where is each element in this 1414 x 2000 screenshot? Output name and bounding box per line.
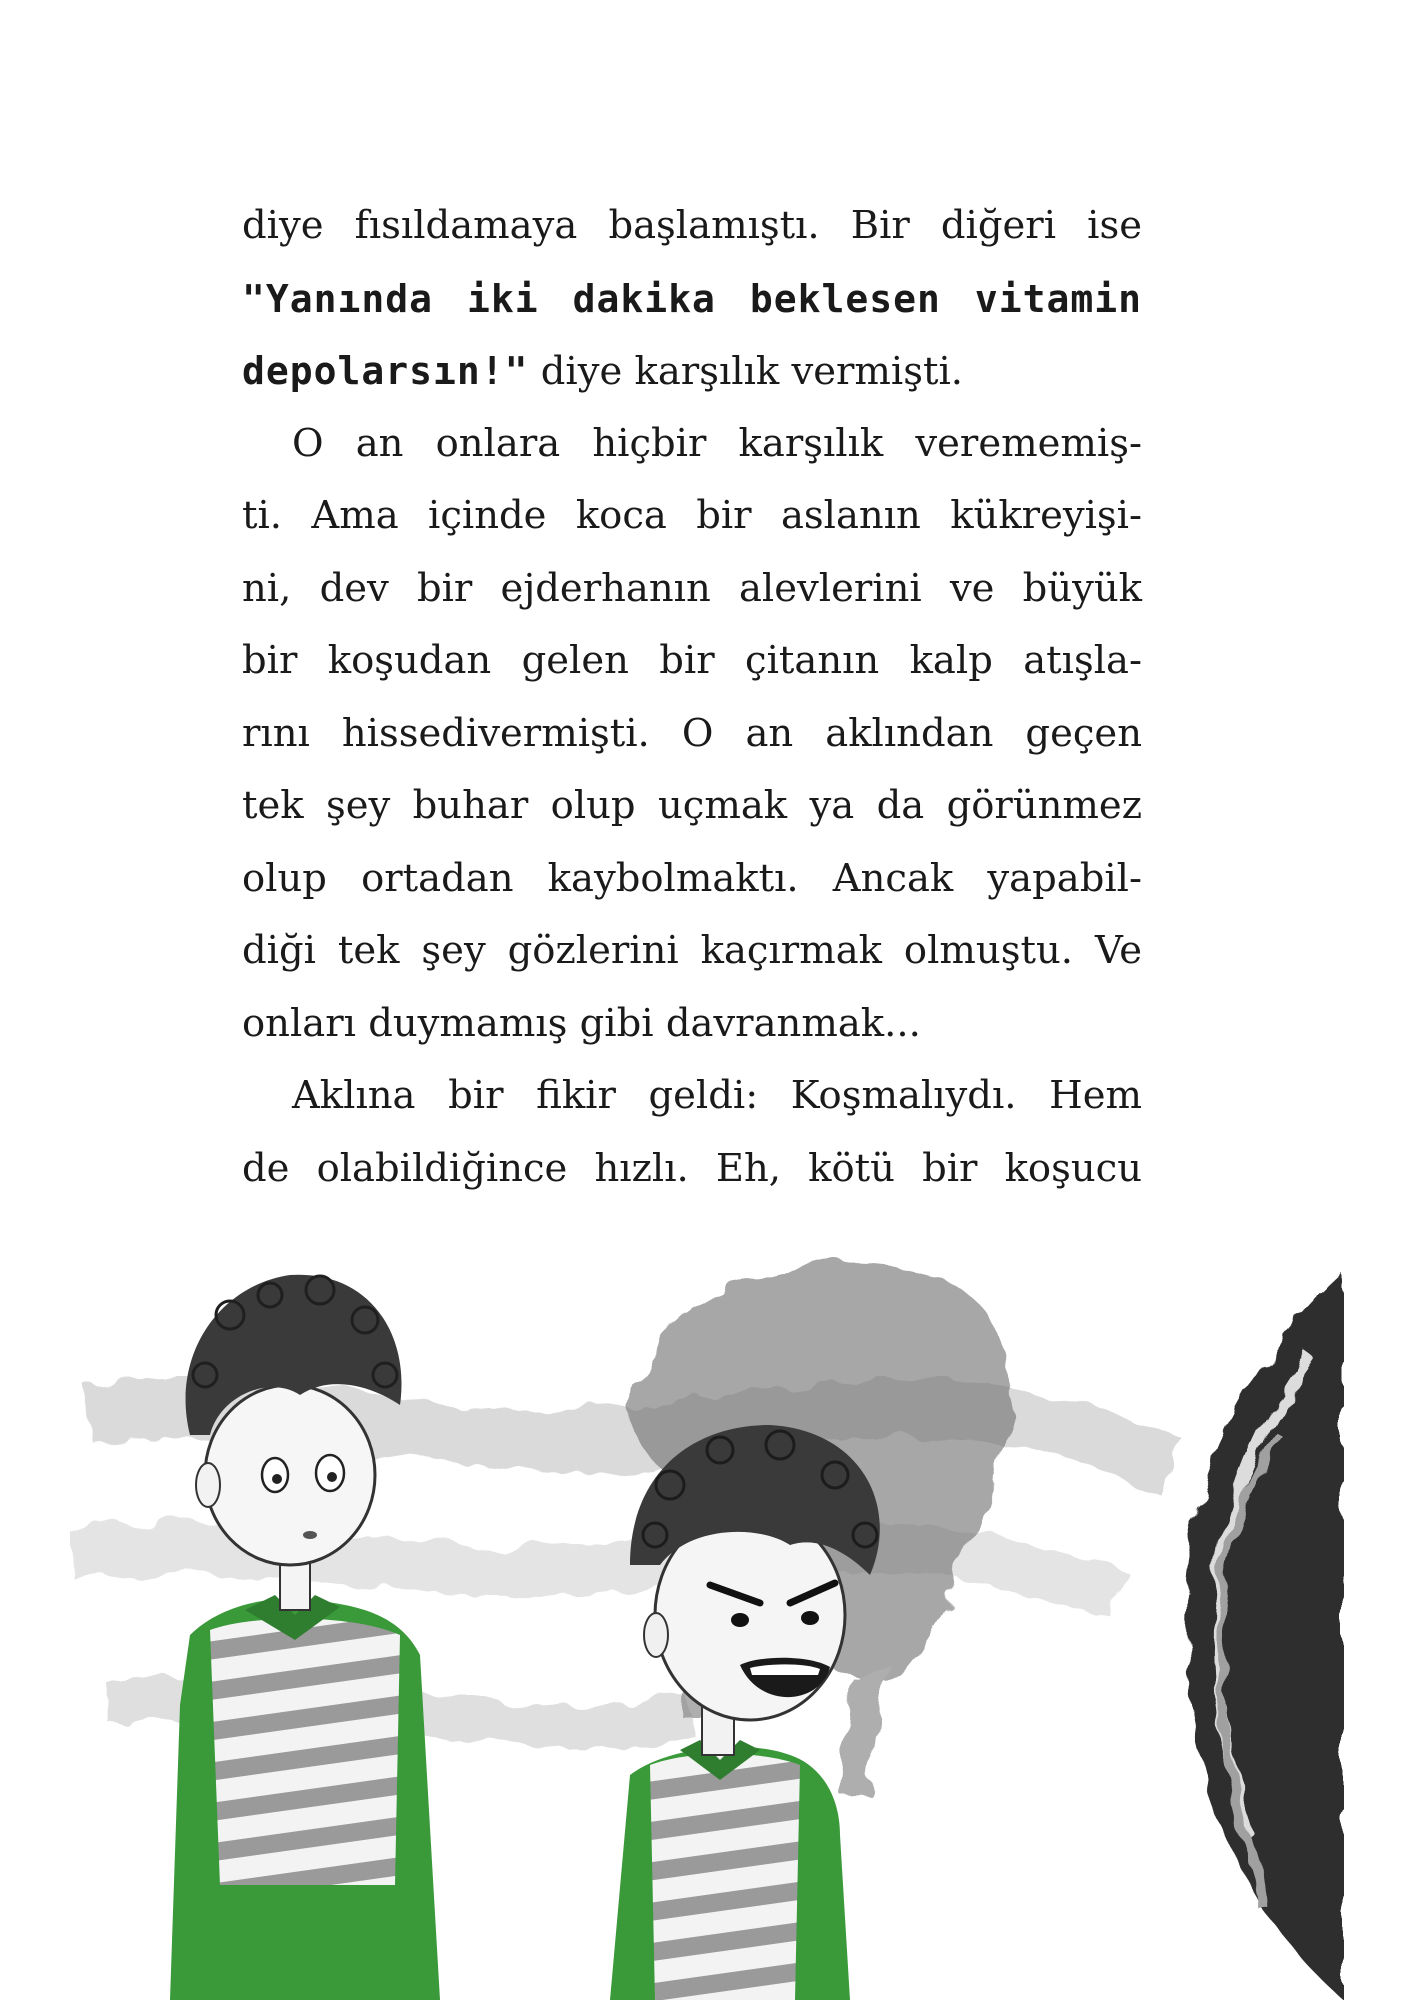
text-segment: rını hissedivermişti. O an aklından geçen <box>242 710 1142 756</box>
text-line <box>242 1060 1142 1133</box>
text-segment: Aklına bir fikir geldi: Koşmalıydı. Hem <box>292 1073 1142 1118</box>
text-line <box>242 988 1142 1061</box>
illustration-two-boys-with-lion-shadow <box>70 1235 1344 2000</box>
text-segment: ti. Ama içinde koca bir aslanın kükreyişi- <box>242 493 1142 538</box>
boy-left <box>170 1275 440 2000</box>
text-segment: diye fısıldamaya başlamıştı. Bir diğeri ise <box>242 203 1142 248</box>
text-segment: onları duymamış gibi davranmak... <box>242 1000 921 1046</box>
text-line <box>242 408 1142 481</box>
text-segment: diği tek şey gözlerini kaçırmak olmuştu. Ve <box>242 928 1142 973</box>
text-line <box>242 480 1142 553</box>
text-segment: de olabildiğince hızlı. Eh, kötü bir koşucu <box>242 1145 1142 1191</box>
text-line <box>242 335 1142 408</box>
text-line <box>242 553 1142 626</box>
text-segment: O an onlara hiçbir karşılık verememiş- <box>292 420 1142 466</box>
text-line <box>242 1133 1142 1206</box>
text-segment: diye karşılık vermişti. <box>528 349 964 394</box>
text-segment: ni, dev bir ejderhanın alevlerini ve büyük <box>242 565 1142 611</box>
handwritten-quote: "Yanında iki dakika beklesen vitamin <box>242 276 1142 321</box>
text-line <box>242 263 1142 336</box>
text-line <box>242 915 1142 988</box>
text-segment: olup ortadan kaybolmaktı. Ancak yapabil- <box>242 855 1142 901</box>
text-segment: bir koşudan gelen bir çitanın kalp atışla- <box>242 638 1142 683</box>
text-line <box>242 770 1142 843</box>
story-text <box>242 190 1142 1205</box>
dark-swirl <box>1184 1275 1344 2000</box>
text-line <box>242 625 1142 698</box>
handwritten-quote: depolarsın!" <box>242 349 529 393</box>
text-line <box>242 190 1142 263</box>
text-line <box>242 843 1142 916</box>
text-segment: tek şey buhar olup uçmak ya da görünmez <box>242 783 1142 828</box>
text-line <box>242 698 1142 771</box>
